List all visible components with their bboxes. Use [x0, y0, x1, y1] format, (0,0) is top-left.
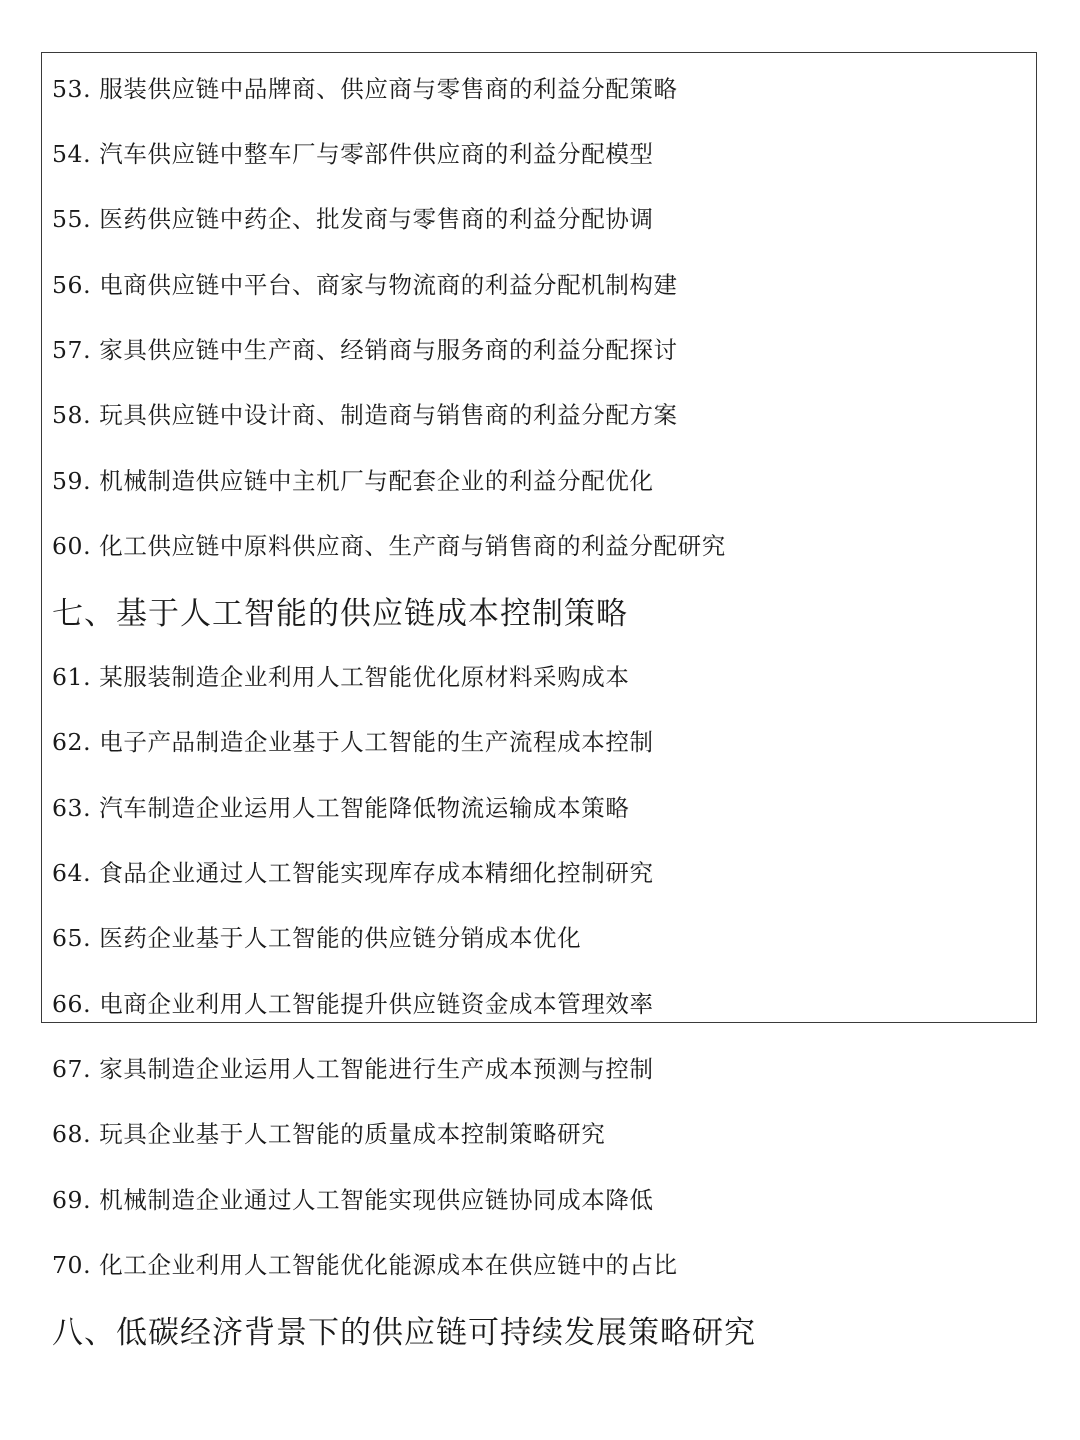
list-item: 64. 食品企业通过人工智能实现库存成本精细化控制研究: [52, 859, 654, 887]
section-heading: 八、低碳经济背景下的供应链可持续发展策略研究: [52, 1315, 756, 1351]
list-item: 56. 电商供应链中平台、商家与物流商的利益分配机制构建: [52, 271, 678, 299]
list-item: 67. 家具制造企业运用人工智能进行生产成本预测与控制: [52, 1055, 654, 1083]
list-item: 62. 电子产品制造企业基于人工智能的生产流程成本控制: [52, 728, 654, 756]
list-item: 68. 玩具企业基于人工智能的质量成本控制策略研究: [52, 1120, 606, 1148]
list-item: 70. 化工企业利用人工智能优化能源成本在供应链中的占比: [52, 1251, 678, 1279]
list-item: 65. 医药企业基于人工智能的供应链分销成本优化: [52, 924, 582, 952]
list-item: 58. 玩具供应链中设计商、制造商与销售商的利益分配方案: [52, 401, 678, 429]
list-item: 61. 某服装制造企业利用人工智能优化原材料采购成本: [52, 663, 630, 691]
list-item: 54. 汽车供应链中整车厂与零部件供应商的利益分配模型: [52, 140, 654, 168]
list-item: 55. 医药供应链中药企、批发商与零售商的利益分配协调: [52, 205, 654, 233]
list-item: 63. 汽车制造企业运用人工智能降低物流运输成本策略: [52, 794, 630, 822]
list-item: 57. 家具供应链中生产商、经销商与服务商的利益分配探讨: [52, 336, 678, 364]
list-item: 66. 电商企业利用人工智能提升供应链资金成本管理效率: [52, 990, 654, 1018]
section-heading: 七、基于人工智能的供应链成本控制策略: [52, 596, 628, 632]
list-item: 59. 机械制造供应链中主机厂与配套企业的利益分配优化: [52, 467, 654, 495]
list-item: 60. 化工供应链中原料供应商、生产商与销售商的利益分配研究: [52, 532, 726, 560]
list-item: 53. 服装供应链中品牌商、供应商与零售商的利益分配策略: [52, 75, 678, 103]
list-item: 69. 机械制造企业通过人工智能实现供应链协同成本降低: [52, 1186, 654, 1214]
